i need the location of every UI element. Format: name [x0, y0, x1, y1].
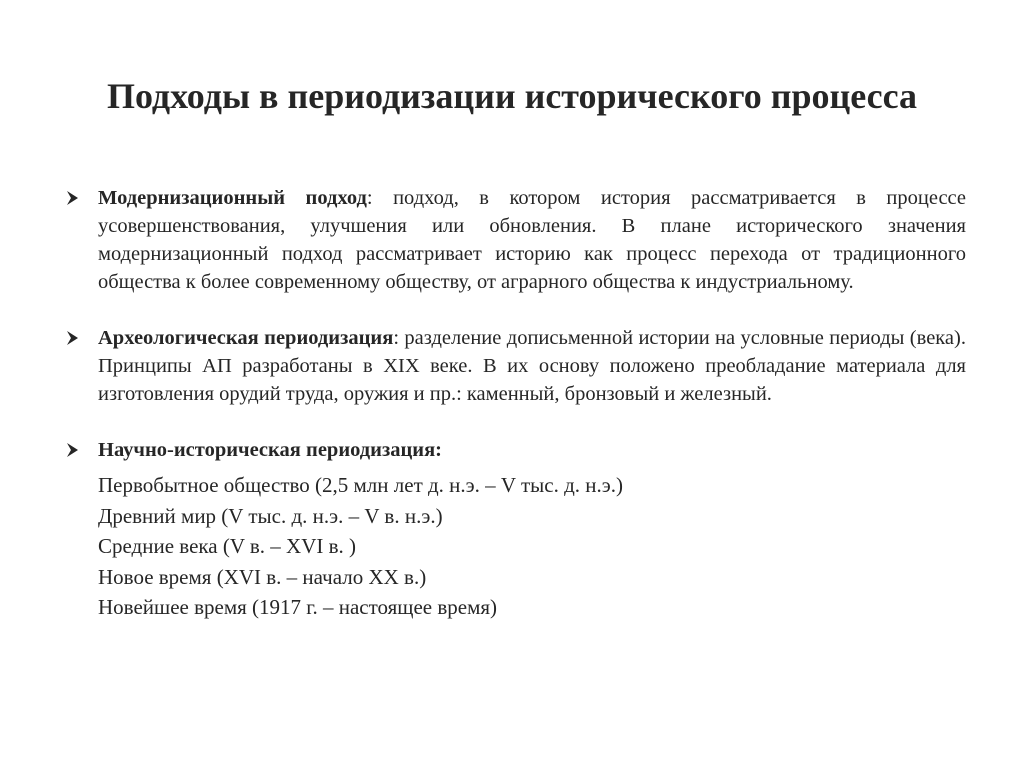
- period-item-middle-ages: Средние века (V в. – XVI в. ): [98, 534, 357, 558]
- period-item-primitive: Первобытное общество (2,5 млн лет д. н.э. – V тыс. д. н.э.): [98, 473, 623, 497]
- bullet-term: Научно-историческая периодизация:: [98, 439, 442, 461]
- bullet-modernization: [64, 184, 966, 296]
- bullet-text: подход, в котором история рассматривается в процессе усовершенствования, улучшения или обновления. В плане исторического значения модернизационный подход рассматривает историю как процесс перехода от традиционного общества к более современному обществу, от аграрного общества к индустриальному.: [98, 187, 967, 293]
- period-item-ancient: Древний мир (V тыс. д. н.э. – V в. н.э.): [98, 503, 443, 528]
- period-list: [64, 470, 966, 623]
- bullet-archaeological: [64, 324, 966, 408]
- arrowhead-bullet-icon: [64, 330, 80, 346]
- arrowhead-bullet-icon: [64, 442, 80, 458]
- bullet-separator: :: [393, 327, 400, 349]
- arrowhead-bullet-icon: [64, 190, 80, 206]
- slide-content: [64, 184, 966, 623]
- period-item-modern: Новое время (XVI в. – начало XX в.): [98, 564, 427, 589]
- bullet-separator: :: [366, 187, 373, 209]
- bullet-term: Археологическая периодизация: [98, 327, 394, 349]
- period-item-contemporary: Новейшее время (1917 г. – настоящее время): [98, 595, 498, 619]
- slide-title: Подходы в периодизации исторического процесса: [106, 76, 918, 116]
- bullet-term: Модернизационный подход: [98, 187, 367, 209]
- bullet-scientific-historical: [64, 436, 966, 464]
- bullet-text: разделение дописьменной истории на условные периоды (века). Принципы АП разработаны в XIX веке. В их основу положено преобладание материала для изготовления орудий труда, оружия и пр.: каменный, бронзовый и железный.: [98, 327, 966, 405]
